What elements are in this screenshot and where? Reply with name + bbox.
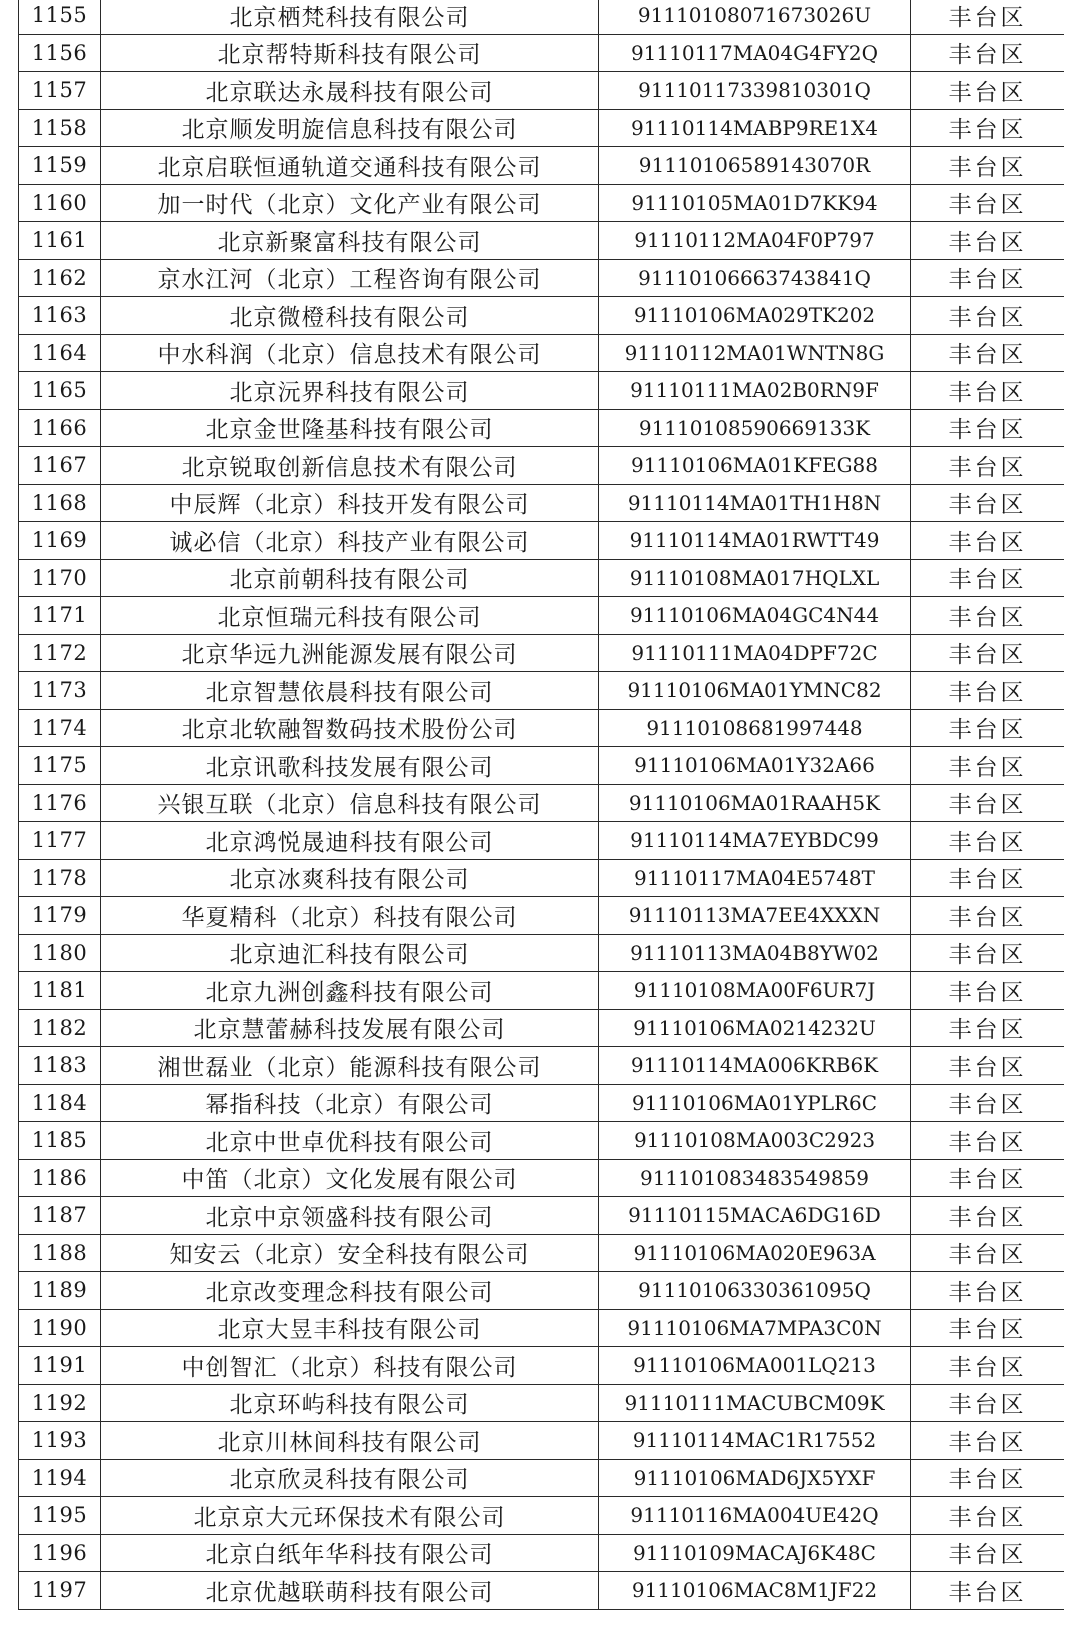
credit-code: 91110114MAC1R17552	[599, 1422, 911, 1460]
district-name: 丰台区	[911, 1572, 1065, 1610]
row-number: 1157	[19, 72, 101, 110]
district-name: 丰台区	[911, 1159, 1065, 1197]
credit-code: 91110116MA004UE42Q	[599, 1497, 911, 1535]
company-name: 北京中京领盛科技有限公司	[101, 1197, 599, 1235]
company-name: 北京恒瑞元科技有限公司	[101, 597, 599, 635]
table-row	[19, 972, 1065, 1010]
district-name: 丰台区	[911, 1497, 1065, 1535]
company-name: 北京改变理念科技有限公司	[101, 1272, 599, 1310]
row-number: 1181	[19, 972, 101, 1010]
row-number: 1176	[19, 784, 101, 822]
row-number: 1168	[19, 484, 101, 522]
credit-code: 91110106MA029TK202	[599, 297, 911, 335]
district-name: 丰台区	[911, 184, 1065, 222]
district-name: 丰台区	[911, 1534, 1065, 1572]
table-row	[19, 184, 1065, 222]
credit-code: 91110108071673026U	[599, 0, 911, 34]
table-row	[19, 597, 1065, 635]
table-row	[19, 1459, 1065, 1497]
company-name: 京水江河（北京）工程咨询有限公司	[101, 259, 599, 297]
row-number: 1194	[19, 1459, 101, 1497]
row-number: 1189	[19, 1272, 101, 1310]
district-name: 丰台区	[911, 0, 1065, 34]
row-number: 1163	[19, 297, 101, 335]
row-number: 1183	[19, 1047, 101, 1085]
company-name: 中创智汇（北京）科技有限公司	[101, 1347, 599, 1385]
table-row	[19, 1384, 1065, 1422]
district-name: 丰台区	[911, 222, 1065, 260]
row-number: 1156	[19, 34, 101, 72]
credit-code: 91110105MA01D7KK94	[599, 184, 911, 222]
row-number: 1196	[19, 1534, 101, 1572]
company-name: 北京锐取创新信息技术有限公司	[101, 447, 599, 485]
district-name: 丰台区	[911, 1234, 1065, 1272]
company-name: 北京环屿科技有限公司	[101, 1384, 599, 1422]
district-name: 丰台区	[911, 409, 1065, 447]
credit-code: 91110106MA01Y32A66	[599, 747, 911, 785]
company-name: 加一时代（北京）文化产业有限公司	[101, 184, 599, 222]
company-name: 北京白纸年华科技有限公司	[101, 1534, 599, 1572]
table-row	[19, 1197, 1065, 1235]
district-name: 丰台区	[911, 34, 1065, 72]
row-number: 1195	[19, 1497, 101, 1535]
table-row	[19, 109, 1065, 147]
company-name: 北京帮特斯科技有限公司	[101, 34, 599, 72]
district-name: 丰台区	[911, 259, 1065, 297]
district-name: 丰台区	[911, 1197, 1065, 1235]
table-row	[19, 484, 1065, 522]
credit-code: 91110108MA003C2923	[599, 1122, 911, 1160]
company-name: 北京沅界科技有限公司	[101, 372, 599, 410]
credit-code: 91110117MA04G4FY2Q	[599, 34, 911, 72]
row-number: 1171	[19, 597, 101, 635]
company-name: 兴银互联（北京）信息科技有限公司	[101, 784, 599, 822]
row-number: 1182	[19, 1009, 101, 1047]
district-name: 丰台区	[911, 72, 1065, 110]
district-name: 丰台区	[911, 559, 1065, 597]
company-name: 北京优越联萌科技有限公司	[101, 1572, 599, 1610]
company-name: 北京冰爽科技有限公司	[101, 859, 599, 897]
credit-code: 91110114MA006KRB6K	[599, 1047, 911, 1085]
credit-code: 91110113MA7EE4XXXN	[599, 897, 911, 935]
district-name: 丰台区	[911, 147, 1065, 185]
district-name: 丰台区	[911, 109, 1065, 147]
credit-code: 91110112MA04F0P797	[599, 222, 911, 260]
credit-code: 91110106MAC8M1JF22	[599, 1572, 911, 1610]
company-name: 知安云（北京）安全科技有限公司	[101, 1234, 599, 1272]
district-name: 丰台区	[911, 672, 1065, 710]
credit-code: 911101083483549859	[599, 1159, 911, 1197]
credit-code: 91110106663743841Q	[599, 259, 911, 297]
credit-code: 91110111MA02B0RN9F	[599, 372, 911, 410]
company-name: 北京栖梵科技有限公司	[101, 0, 599, 34]
table-row	[19, 1047, 1065, 1085]
row-number: 1190	[19, 1309, 101, 1347]
credit-code: 91110106MA01YPLR6C	[599, 1084, 911, 1122]
table-row	[19, 259, 1065, 297]
row-number: 1166	[19, 409, 101, 447]
table-row	[19, 1572, 1065, 1610]
company-name: 幂指科技（北京）有限公司	[101, 1084, 599, 1122]
row-number: 1191	[19, 1347, 101, 1385]
row-number: 1169	[19, 522, 101, 560]
company-registry-table	[18, 0, 1064, 1610]
table-row	[19, 672, 1065, 710]
company-name: 北京迪汇科技有限公司	[101, 934, 599, 972]
row-number: 1161	[19, 222, 101, 260]
district-name: 丰台区	[911, 1459, 1065, 1497]
table-row	[19, 1234, 1065, 1272]
credit-code: 91110114MA7EYBDC99	[599, 822, 911, 860]
row-number: 1188	[19, 1234, 101, 1272]
district-name: 丰台区	[911, 1384, 1065, 1422]
table-row	[19, 897, 1065, 935]
credit-code: 91110106330361095Q	[599, 1272, 911, 1310]
district-name: 丰台区	[911, 1272, 1065, 1310]
credit-code: 91110108MA00F6UR7J	[599, 972, 911, 1010]
row-number: 1192	[19, 1384, 101, 1422]
district-name: 丰台区	[911, 1047, 1065, 1085]
district-name: 丰台区	[911, 372, 1065, 410]
company-name: 北京新聚富科技有限公司	[101, 222, 599, 260]
table-row	[19, 634, 1065, 672]
table-row	[19, 1497, 1065, 1535]
credit-code: 91110106MA7MPA3C0N	[599, 1309, 911, 1347]
company-name: 湘世磊业（北京）能源科技有限公司	[101, 1047, 599, 1085]
row-number: 1197	[19, 1572, 101, 1610]
row-number: 1165	[19, 372, 101, 410]
company-name: 中辰辉（北京）科技开发有限公司	[101, 484, 599, 522]
table-row	[19, 297, 1065, 335]
credit-code: 91110117MA04E5748T	[599, 859, 911, 897]
credit-code: 91110108590669133K	[599, 409, 911, 447]
company-name: 北京九洲创鑫科技有限公司	[101, 972, 599, 1010]
table-row	[19, 409, 1065, 447]
table-body	[19, 0, 1065, 1609]
table-row	[19, 934, 1065, 972]
table-row	[19, 147, 1065, 185]
credit-code: 91110106MA04GC4N44	[599, 597, 911, 635]
company-name: 中笛（北京）文化发展有限公司	[101, 1159, 599, 1197]
company-name: 北京中世卓优科技有限公司	[101, 1122, 599, 1160]
credit-code: 91110111MACUBCM09K	[599, 1384, 911, 1422]
district-name: 丰台区	[911, 447, 1065, 485]
credit-code: 91110106MA0214232U	[599, 1009, 911, 1047]
district-name: 丰台区	[911, 484, 1065, 522]
credit-code: 91110109MACAJ6K48C	[599, 1534, 911, 1572]
row-number: 1159	[19, 147, 101, 185]
table-row	[19, 72, 1065, 110]
company-name: 中水科润（北京）信息技术有限公司	[101, 334, 599, 372]
company-name: 北京华远九洲能源发展有限公司	[101, 634, 599, 672]
row-number: 1193	[19, 1422, 101, 1460]
company-name: 诚必信（北京）科技产业有限公司	[101, 522, 599, 560]
row-number: 1184	[19, 1084, 101, 1122]
district-name: 丰台区	[911, 934, 1065, 972]
row-number: 1172	[19, 634, 101, 672]
district-name: 丰台区	[911, 897, 1065, 935]
company-name: 北京慧蕾赫科技发展有限公司	[101, 1009, 599, 1047]
company-name: 北京川林间科技有限公司	[101, 1422, 599, 1460]
table-row	[19, 1309, 1065, 1347]
row-number: 1173	[19, 672, 101, 710]
table-row	[19, 522, 1065, 560]
row-number: 1167	[19, 447, 101, 485]
district-name: 丰台区	[911, 1009, 1065, 1047]
table-row	[19, 34, 1065, 72]
row-number: 1179	[19, 897, 101, 935]
credit-code: 91110108681997448	[599, 709, 911, 747]
district-name: 丰台区	[911, 1422, 1065, 1460]
table-row	[19, 1272, 1065, 1310]
district-name: 丰台区	[911, 972, 1065, 1010]
table-row	[19, 1347, 1065, 1385]
row-number: 1187	[19, 1197, 101, 1235]
row-number: 1180	[19, 934, 101, 972]
company-name: 华夏精科（北京）科技有限公司	[101, 897, 599, 935]
table-row	[19, 1534, 1065, 1572]
table-row	[19, 1422, 1065, 1460]
table-row	[19, 334, 1065, 372]
table-row	[19, 822, 1065, 860]
district-name: 丰台区	[911, 1347, 1065, 1385]
credit-code: 91110112MA01WNTN8G	[599, 334, 911, 372]
row-number: 1174	[19, 709, 101, 747]
company-name: 北京京大元环保技术有限公司	[101, 1497, 599, 1535]
company-name: 北京大昱丰科技有限公司	[101, 1309, 599, 1347]
district-name: 丰台区	[911, 859, 1065, 897]
table-row	[19, 1084, 1065, 1122]
row-number: 1162	[19, 259, 101, 297]
district-name: 丰台区	[911, 334, 1065, 372]
row-number: 1164	[19, 334, 101, 372]
row-number: 1158	[19, 109, 101, 147]
district-name: 丰台区	[911, 522, 1065, 560]
row-number: 1186	[19, 1159, 101, 1197]
table-row	[19, 747, 1065, 785]
credit-code: 91110115MACA6DG16D	[599, 1197, 911, 1235]
district-name: 丰台区	[911, 297, 1065, 335]
district-name: 丰台区	[911, 784, 1065, 822]
district-name: 丰台区	[911, 822, 1065, 860]
company-name: 北京联达永晟科技有限公司	[101, 72, 599, 110]
credit-code: 91110114MA01TH1H8N	[599, 484, 911, 522]
table-row	[19, 784, 1065, 822]
company-name: 北京前朝科技有限公司	[101, 559, 599, 597]
row-number: 1175	[19, 747, 101, 785]
district-name: 丰台区	[911, 709, 1065, 747]
table-row	[19, 222, 1065, 260]
credit-code: 91110106MAD6JX5YXF	[599, 1459, 911, 1497]
company-name: 北京讯歌科技发展有限公司	[101, 747, 599, 785]
table-row	[19, 709, 1065, 747]
credit-code: 91110106MA01YMNC82	[599, 672, 911, 710]
district-name: 丰台区	[911, 1084, 1065, 1122]
row-number: 1160	[19, 184, 101, 222]
table-row	[19, 1009, 1065, 1047]
document-page	[18, 0, 1064, 1637]
district-name: 丰台区	[911, 1309, 1065, 1347]
company-name: 北京北软融智数码技术股份公司	[101, 709, 599, 747]
row-number: 1177	[19, 822, 101, 860]
row-number: 1155	[19, 0, 101, 34]
credit-code: 91110106MA01KFEG88	[599, 447, 911, 485]
table-row	[19, 559, 1065, 597]
company-name: 北京金世隆基科技有限公司	[101, 409, 599, 447]
company-name: 北京鸿悦晟迪科技有限公司	[101, 822, 599, 860]
district-name: 丰台区	[911, 597, 1065, 635]
table-row	[19, 1159, 1065, 1197]
table-row	[19, 447, 1065, 485]
row-number: 1185	[19, 1122, 101, 1160]
credit-code: 91110113MA04B8YW02	[599, 934, 911, 972]
row-number: 1178	[19, 859, 101, 897]
table-row	[19, 372, 1065, 410]
table-row	[19, 0, 1065, 34]
district-name: 丰台区	[911, 1122, 1065, 1160]
company-name: 北京智慧依晨科技有限公司	[101, 672, 599, 710]
credit-code: 91110108MA017HQLXL	[599, 559, 911, 597]
table-row	[19, 1122, 1065, 1160]
district-name: 丰台区	[911, 634, 1065, 672]
company-name: 北京顺发明旋信息科技有限公司	[101, 109, 599, 147]
district-name: 丰台区	[911, 747, 1065, 785]
table-row	[19, 859, 1065, 897]
company-name: 北京微橙科技有限公司	[101, 297, 599, 335]
company-name: 北京启联恒通轨道交通科技有限公司	[101, 147, 599, 185]
credit-code: 91110111MA04DPF72C	[599, 634, 911, 672]
credit-code: 91110106MA020E963A	[599, 1234, 911, 1272]
row-number: 1170	[19, 559, 101, 597]
credit-code: 91110114MABP9RE1X4	[599, 109, 911, 147]
company-name: 北京欣灵科技有限公司	[101, 1459, 599, 1497]
credit-code: 91110117339810301Q	[599, 72, 911, 110]
credit-code: 91110106MA001LQ213	[599, 1347, 911, 1385]
credit-code: 91110106589143070R	[599, 147, 911, 185]
credit-code: 91110106MA01RAAH5K	[599, 784, 911, 822]
credit-code: 91110114MA01RWTT49	[599, 522, 911, 560]
